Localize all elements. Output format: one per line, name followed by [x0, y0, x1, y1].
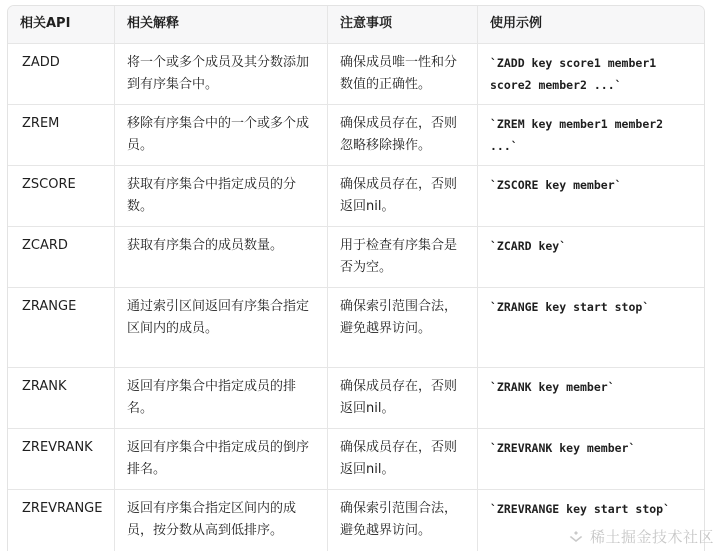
cell-description: 返回有序集合中指定成员的倒序排名。 — [115, 429, 328, 490]
cell-description: 将一个或多个成员及其分数添加到有序集合中。 — [115, 44, 328, 105]
cell-notes: 确保成员存在，否则忽略移除操作。 — [328, 105, 478, 166]
cell-description: 通过索引区间返回有序集合指定区间内的成员。 — [115, 288, 328, 368]
juejin-logo-icon — [568, 529, 584, 545]
cell-description: 返回有序集合中指定成员的排名。 — [115, 368, 328, 429]
table-row — [8, 166, 704, 227]
header-api: 相关API — [8, 6, 115, 44]
cell-api: ZRANGE — [8, 288, 115, 368]
cell-notes: 确保成员存在，否则返回nil。 — [328, 429, 478, 490]
table-row — [8, 368, 704, 429]
table-header-row — [8, 6, 704, 44]
cell-notes: 确保索引范围合法，避免越界访问。 — [328, 288, 478, 368]
redis-zset-api-table — [7, 5, 705, 551]
cell-notes: 用于检查有序集合是否为空。 — [328, 227, 478, 288]
watermark — [568, 526, 714, 547]
table-row — [8, 429, 704, 490]
header-notes: 注意事项 — [328, 6, 478, 44]
cell-notes: 确保索引范围合法，避免越界访问。 — [328, 490, 478, 551]
cell-api: ZREM — [8, 105, 115, 166]
cell-example: `ZREM key member1 member2 ...` — [478, 105, 704, 166]
cell-api: ZREVRANGE — [8, 490, 115, 551]
cell-notes: 确保成员存在，否则返回nil。 — [328, 166, 478, 227]
cell-example: `ZADD key score1 member1 score2 member2 ...` — [478, 44, 704, 105]
cell-description: 获取有序集合中指定成员的分数。 — [115, 166, 328, 227]
cell-example: `ZRANK key member` — [478, 368, 704, 429]
cell-example: `ZREVRANGE key start stop` — [490, 502, 671, 516]
table-row — [8, 227, 704, 288]
cell-example: `ZSCORE key member` — [478, 166, 704, 227]
cell-description: 移除有序集合中的一个或多个成员。 — [115, 105, 328, 166]
cell-notes: 确保成员唯一性和分数值的正确性。 — [328, 44, 478, 105]
cell-example: `ZCARD key` — [478, 227, 704, 288]
cell-notes: 确保成员存在，否则返回nil。 — [328, 368, 478, 429]
cell-api: ZCARD — [8, 227, 115, 288]
watermark-text: 稀土掘金技术社区 — [589, 528, 714, 546]
cell-api: ZRANK — [8, 368, 115, 429]
cell-api: ZADD — [8, 44, 115, 105]
cell-description: 获取有序集合的成员数量。 — [115, 227, 328, 288]
table-row — [8, 105, 704, 166]
cell-api: ZSCORE — [8, 166, 115, 227]
cell-api: ZREVRANK — [8, 429, 115, 490]
cell-example: `ZRANGE key start stop` — [478, 288, 704, 368]
table-row — [8, 288, 704, 368]
header-description: 相关解释 — [115, 6, 328, 44]
table-row — [8, 44, 704, 105]
cell-example: `ZREVRANK key member` — [478, 429, 704, 490]
cell-description: 返回有序集合指定区间内的成员，按分数从高到低排序。 — [115, 490, 328, 551]
header-example: 使用示例 — [478, 6, 704, 44]
